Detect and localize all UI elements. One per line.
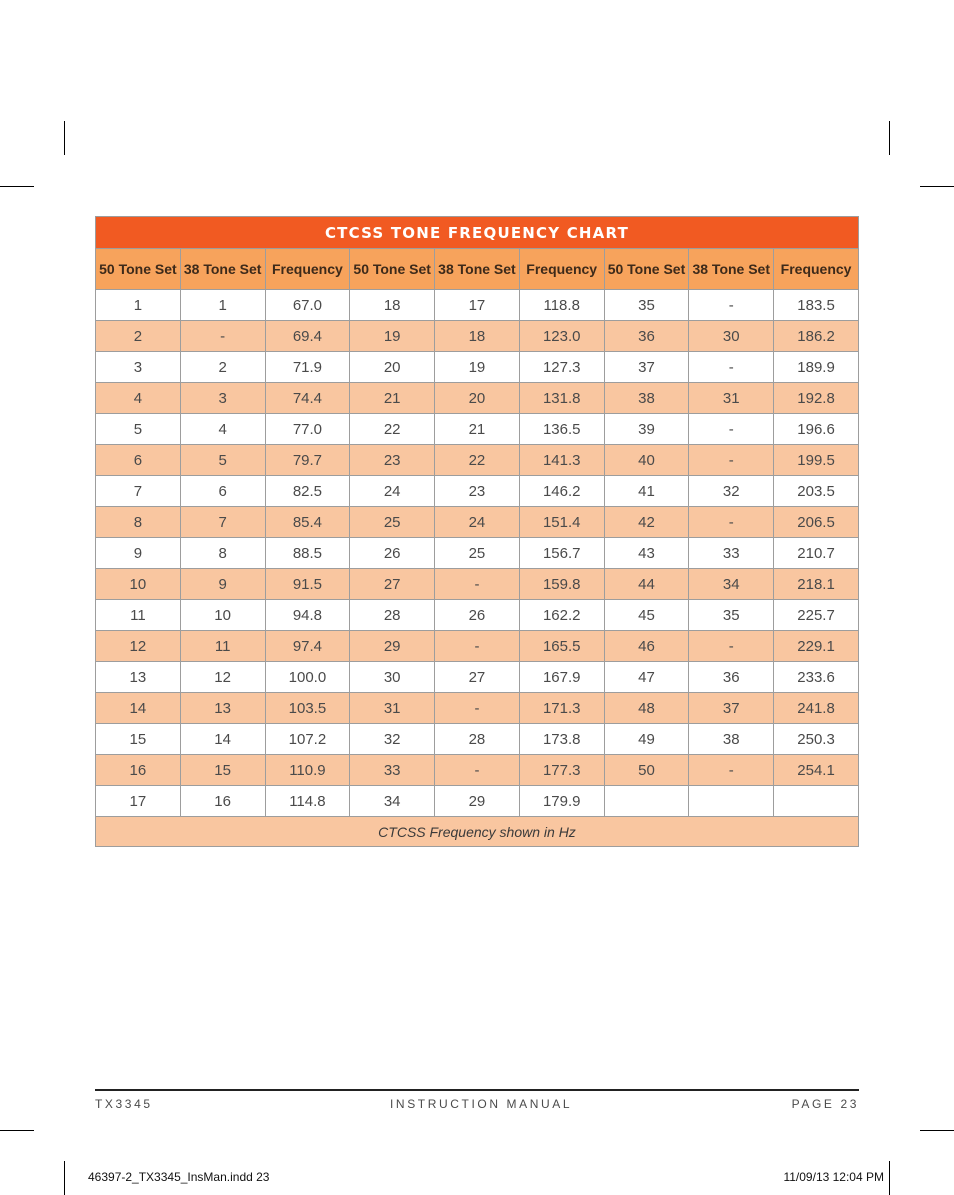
table-cell: 118.8 xyxy=(519,290,604,321)
table-cell: 186.2 xyxy=(774,321,859,352)
table-row xyxy=(96,507,859,538)
table-cell: 16 xyxy=(96,755,181,786)
table-cell: 15 xyxy=(96,724,181,755)
table-cell: 44 xyxy=(604,569,689,600)
table-cell: 114.8 xyxy=(265,786,350,817)
table-cell: 3 xyxy=(96,352,181,383)
table-cell: 199.5 xyxy=(774,445,859,476)
table-cell: 82.5 xyxy=(265,476,350,507)
table-cell: 31 xyxy=(350,693,435,724)
table-cell xyxy=(604,786,689,817)
table-cell: 1 xyxy=(96,290,181,321)
table-cell: 28 xyxy=(350,600,435,631)
column-header: Frequency xyxy=(265,249,350,290)
table-cell: 27 xyxy=(350,569,435,600)
table-cell: 7 xyxy=(96,476,181,507)
table-cell: 24 xyxy=(435,507,520,538)
footer-model: TX3345 xyxy=(95,1097,153,1111)
table-cell: 10 xyxy=(96,569,181,600)
table-cell: - xyxy=(689,352,774,383)
table-cell: 85.4 xyxy=(265,507,350,538)
table-body xyxy=(96,290,859,817)
table-cell: - xyxy=(435,631,520,662)
table-cell: 34 xyxy=(689,569,774,600)
table-row xyxy=(96,631,859,662)
table-cell: 177.3 xyxy=(519,755,604,786)
table-title: CTCSS TONE FREQUENCY CHART xyxy=(96,217,859,249)
column-header: 50 Tone Set xyxy=(96,249,181,290)
table-cell: 151.4 xyxy=(519,507,604,538)
table-cell: 14 xyxy=(96,693,181,724)
table-cell: 40 xyxy=(604,445,689,476)
table-cell: 33 xyxy=(689,538,774,569)
table-cell: 127.3 xyxy=(519,352,604,383)
table-cell: 141.3 xyxy=(519,445,604,476)
table-cell: 69.4 xyxy=(265,321,350,352)
table-cell: - xyxy=(435,693,520,724)
slug-file-name: 46397-2_TX3345_InsMan.indd 23 xyxy=(88,1170,270,1184)
table-cell: 26 xyxy=(350,538,435,569)
column-header: 38 Tone Set xyxy=(689,249,774,290)
table-cell: - xyxy=(689,445,774,476)
column-header: Frequency xyxy=(519,249,604,290)
table-cell: 38 xyxy=(604,383,689,414)
table-cell: 17 xyxy=(435,290,520,321)
table-row xyxy=(96,352,859,383)
crop-mark xyxy=(0,186,34,187)
table-row xyxy=(96,445,859,476)
table-cell: 167.9 xyxy=(519,662,604,693)
table-cell: - xyxy=(689,631,774,662)
table-cell: 210.7 xyxy=(774,538,859,569)
table-cell: 74.4 xyxy=(265,383,350,414)
table-cell: 24 xyxy=(350,476,435,507)
table-cell: 26 xyxy=(435,600,520,631)
table-cell: - xyxy=(435,755,520,786)
table-cell: 229.1 xyxy=(774,631,859,662)
table-cell xyxy=(689,786,774,817)
table-cell: 77.0 xyxy=(265,414,350,445)
table-cell: 27 xyxy=(435,662,520,693)
table-cell: 12 xyxy=(180,662,265,693)
crop-mark xyxy=(920,1130,954,1131)
table-cell: 35 xyxy=(689,600,774,631)
table-cell: 17 xyxy=(96,786,181,817)
table-row xyxy=(96,538,859,569)
table-cell: - xyxy=(689,507,774,538)
table-row xyxy=(96,600,859,631)
table-cell: 33 xyxy=(350,755,435,786)
table-cell: - xyxy=(689,290,774,321)
table-cell: 9 xyxy=(96,538,181,569)
table-cell: 173.8 xyxy=(519,724,604,755)
table-cell: 88.5 xyxy=(265,538,350,569)
table-row xyxy=(96,693,859,724)
table-cell: 165.5 xyxy=(519,631,604,662)
table-cell: 162.2 xyxy=(519,600,604,631)
table-cell: - xyxy=(435,569,520,600)
table-cell: 11 xyxy=(96,600,181,631)
table-cell: 10 xyxy=(180,600,265,631)
crop-mark xyxy=(64,1161,65,1195)
table-cell: 31 xyxy=(689,383,774,414)
table-cell: 107.2 xyxy=(265,724,350,755)
table-cell: 22 xyxy=(435,445,520,476)
slug-datetime: 11/09/13 12:04 PM xyxy=(783,1170,884,1184)
table-cell: 196.6 xyxy=(774,414,859,445)
table-cell: 30 xyxy=(689,321,774,352)
table-cell: 28 xyxy=(435,724,520,755)
table-cell: 35 xyxy=(604,290,689,321)
table-cell: 183.5 xyxy=(774,290,859,321)
table-cell: 79.7 xyxy=(265,445,350,476)
table-cell: 7 xyxy=(180,507,265,538)
table-cell: 4 xyxy=(180,414,265,445)
table-cell: - xyxy=(689,414,774,445)
table-cell: 218.1 xyxy=(774,569,859,600)
table-cell: 1 xyxy=(180,290,265,321)
table-cell xyxy=(774,786,859,817)
table-cell: 2 xyxy=(96,321,181,352)
table-cell: 91.5 xyxy=(265,569,350,600)
table-cell: 3 xyxy=(180,383,265,414)
table-cell: 20 xyxy=(435,383,520,414)
table-cell: 100.0 xyxy=(265,662,350,693)
table-row xyxy=(96,724,859,755)
table-cell: 6 xyxy=(180,476,265,507)
table-cell: 13 xyxy=(180,693,265,724)
crop-mark xyxy=(64,121,65,155)
table-cell: 4 xyxy=(96,383,181,414)
table-cell: 179.9 xyxy=(519,786,604,817)
table-cell: 241.8 xyxy=(774,693,859,724)
crop-mark xyxy=(0,1130,34,1131)
table-cell: 5 xyxy=(96,414,181,445)
table-cell: 37 xyxy=(689,693,774,724)
table-cell: 16 xyxy=(180,786,265,817)
table-cell: 8 xyxy=(180,538,265,569)
table-cell: 18 xyxy=(435,321,520,352)
table-cell: 254.1 xyxy=(774,755,859,786)
table-row xyxy=(96,755,859,786)
column-header: 38 Tone Set xyxy=(180,249,265,290)
table-cell: 29 xyxy=(435,786,520,817)
ctcss-frequency-table xyxy=(95,216,859,847)
table-cell: 46 xyxy=(604,631,689,662)
table-cell: 13 xyxy=(96,662,181,693)
table-cell: 2 xyxy=(180,352,265,383)
table-cell: 123.0 xyxy=(519,321,604,352)
table-cell: 36 xyxy=(689,662,774,693)
table-cell: 250.3 xyxy=(774,724,859,755)
table-cell: 131.8 xyxy=(519,383,604,414)
table-cell: 11 xyxy=(180,631,265,662)
column-header: Frequency xyxy=(774,249,859,290)
footer-rule xyxy=(95,1089,859,1091)
table-header-row xyxy=(96,249,859,290)
table-cell: 47 xyxy=(604,662,689,693)
table-cell: 34 xyxy=(350,786,435,817)
table-cell: 71.9 xyxy=(265,352,350,383)
table-cell: 171.3 xyxy=(519,693,604,724)
table-cell: 23 xyxy=(435,476,520,507)
table-cell: 189.9 xyxy=(774,352,859,383)
table-cell: 18 xyxy=(350,290,435,321)
crop-mark xyxy=(889,1161,890,1195)
table-cell: 21 xyxy=(350,383,435,414)
table-row xyxy=(96,786,859,817)
table-cell: 19 xyxy=(435,352,520,383)
table-cell: 110.9 xyxy=(265,755,350,786)
table-cell: 32 xyxy=(689,476,774,507)
table-cell: 12 xyxy=(96,631,181,662)
table-cell: 21 xyxy=(435,414,520,445)
table-cell: 49 xyxy=(604,724,689,755)
table-cell: 159.8 xyxy=(519,569,604,600)
footer-manual-title: INSTRUCTION MANUAL xyxy=(390,1097,573,1111)
table-cell: 203.5 xyxy=(774,476,859,507)
table-cell: 146.2 xyxy=(519,476,604,507)
table-cell: 50 xyxy=(604,755,689,786)
table-cell: 15 xyxy=(180,755,265,786)
table-cell: - xyxy=(180,321,265,352)
table-cell: 97.4 xyxy=(265,631,350,662)
table-cell: 32 xyxy=(350,724,435,755)
table-cell: 43 xyxy=(604,538,689,569)
table-cell: 42 xyxy=(604,507,689,538)
table-row xyxy=(96,290,859,321)
column-header: 50 Tone Set xyxy=(350,249,435,290)
table-cell: 94.8 xyxy=(265,600,350,631)
table-cell: 29 xyxy=(350,631,435,662)
table-cell: 225.7 xyxy=(774,600,859,631)
table-cell: 20 xyxy=(350,352,435,383)
footer-page-number: PAGE 23 xyxy=(791,1097,859,1111)
table-cell: 25 xyxy=(350,507,435,538)
table-cell: 156.7 xyxy=(519,538,604,569)
table-cell: 5 xyxy=(180,445,265,476)
table-cell: 6 xyxy=(96,445,181,476)
table-cell: 67.0 xyxy=(265,290,350,321)
table-cell: 19 xyxy=(350,321,435,352)
table-cell: 8 xyxy=(96,507,181,538)
table-row xyxy=(96,662,859,693)
table-cell: 36 xyxy=(604,321,689,352)
table-cell: 22 xyxy=(350,414,435,445)
table-note: CTCSS Frequency shown in Hz xyxy=(96,817,859,847)
column-header: 50 Tone Set xyxy=(604,249,689,290)
table-cell: 23 xyxy=(350,445,435,476)
table-row xyxy=(96,476,859,507)
table-cell: 45 xyxy=(604,600,689,631)
table-cell: - xyxy=(689,755,774,786)
crop-mark xyxy=(889,121,890,155)
table-cell: 39 xyxy=(604,414,689,445)
column-header: 38 Tone Set xyxy=(435,249,520,290)
table-cell: 192.8 xyxy=(774,383,859,414)
table-cell: 233.6 xyxy=(774,662,859,693)
table-cell: 136.5 xyxy=(519,414,604,445)
table-cell: 38 xyxy=(689,724,774,755)
table-cell: 25 xyxy=(435,538,520,569)
table-cell: 9 xyxy=(180,569,265,600)
crop-mark xyxy=(920,186,954,187)
table-cell: 48 xyxy=(604,693,689,724)
table-cell: 30 xyxy=(350,662,435,693)
table-cell: 14 xyxy=(180,724,265,755)
table-cell: 206.5 xyxy=(774,507,859,538)
table-row xyxy=(96,414,859,445)
table-row xyxy=(96,569,859,600)
table-cell: 41 xyxy=(604,476,689,507)
table-cell: 37 xyxy=(604,352,689,383)
table-row xyxy=(96,383,859,414)
table-cell: 103.5 xyxy=(265,693,350,724)
table-row xyxy=(96,321,859,352)
